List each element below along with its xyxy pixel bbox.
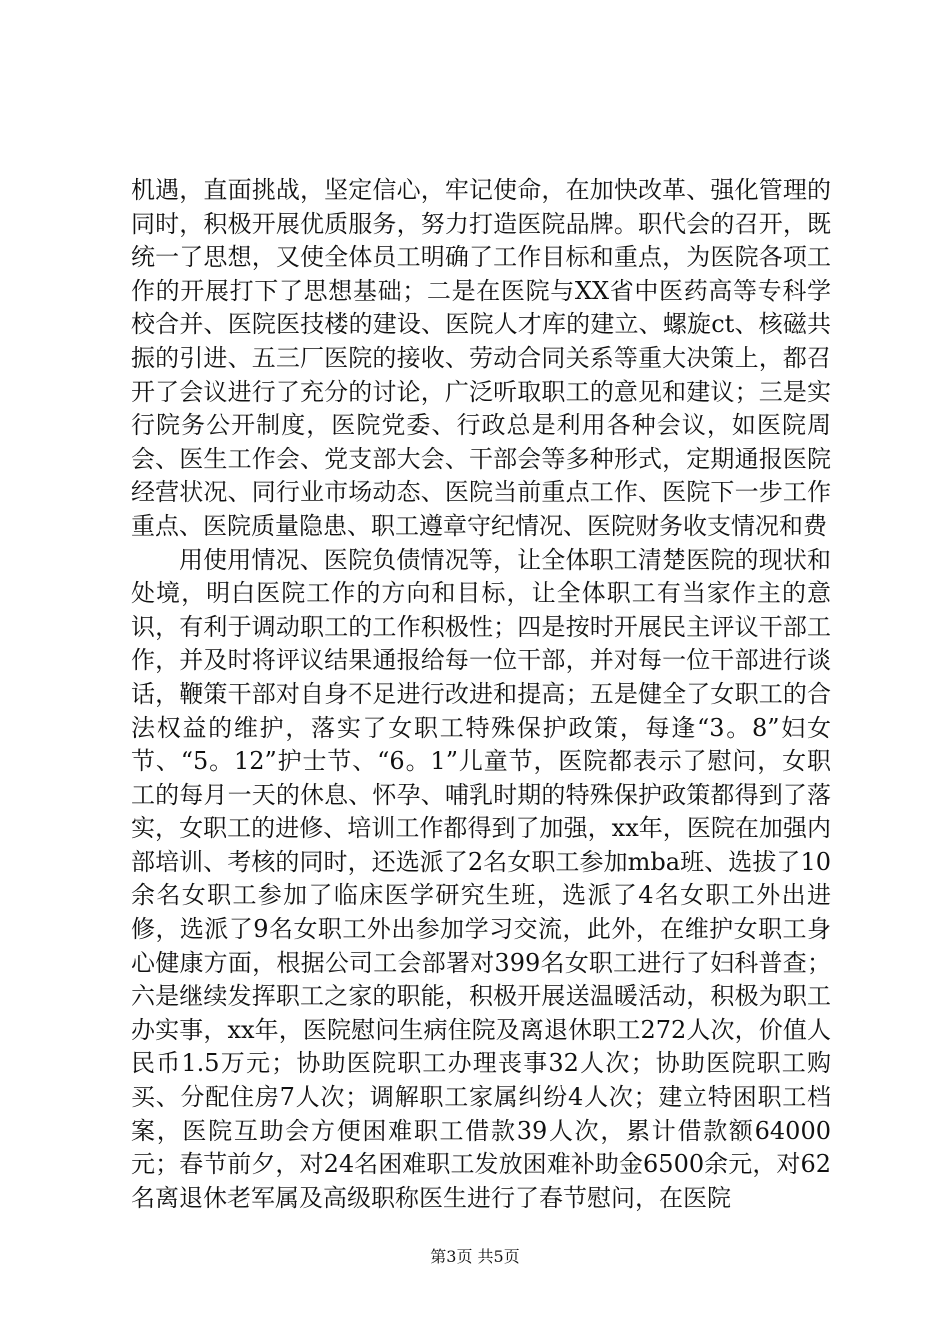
page-footer: [0, 1244, 950, 1267]
page-number-label: 第3页 共5页: [430, 1247, 520, 1266]
body-text: [131, 174, 831, 1215]
paragraph-2: 用使用情况、医院负债情况等，让全体职工清楚医院的现状和处境，明白医院工作的方向和目标，让全体职工有当家作主的意识，有利于调动职工的工作积极性；四是按时开展民主评议干部工作，并及时将评议结果通报给每一位干部，并对每一位干部进行谈话，鞭策干部对自身不足进行改进和提高；五是健全了女职工的合法权益的维护，落实了女职工特殊保护政策，每逢“3。8”妇女节、“5。12”护士节、“6。1”儿童节，医院都表示了慰问，女职工的每月一天的休息、怀孕、哺乳时期的特殊保护政策都得到了落实，女职工的进修、培训工作都得到了加强，xx年，医院在加强内部培训、考核的同时，还选派了2名女职工参加mba班、选拔了10余名女职工参加了临床医学研究生班，选派了4名女职工外出进修，选派了9名女职工外出参加学习交流，此外，在维护女职工身心健康方面，根据公司工会部署对399名女职工进行了妇科普查；六是继续发挥职工之家的职能，积极开展送温暖活动，积极为职工办实事，xx年，医院慰问生病住院及离退休职工272人次，价值人民币1.5万元；协助医院职工办理丧事32人次；协助医院职工购买、分配住房7人次；调解职工家属纠纷4人次；建立特困职工档案，医院互助会方便困难职工借款39人次，累计借款额64000元；春节前夕，对24名困难职工发放困难补助金6500余元，对62名离退休老军属及高级职称医生进行了春节慰问，在医院: [131, 545, 831, 1212]
paragraph-1: 机遇，直面挑战，坚定信心，牢记使命，在加快改革、强化管理的同时，积极开展优质服务，努力打造医院品牌。职代会的召开，既统一了思想，又使全体员工明确了工作目标和重点，为医院各项工作的开展打下了思想基础；二是在医院与XX省中医药高等专科学校合并、医院医技楼的建设、医院人才库的建立、螺旋ct、核磁共振的引进、五三厂医院的接收、劳动合同关系等重大决策上，都召开了会议进行了充分的讨论，广泛听取职工的意见和建议；三是实行院务公开制度，医院党委、行政总是利用各种会议，如医院周会、医生工作会、党支部大会、干部会等多种形式，定期通报医院经营状况、同行业市场动态、医院当前重点工作、医院下一步工作重点、医院质量隐患、职工遵章守纪情况、医院财务收支情况和费: [131, 176, 831, 540]
